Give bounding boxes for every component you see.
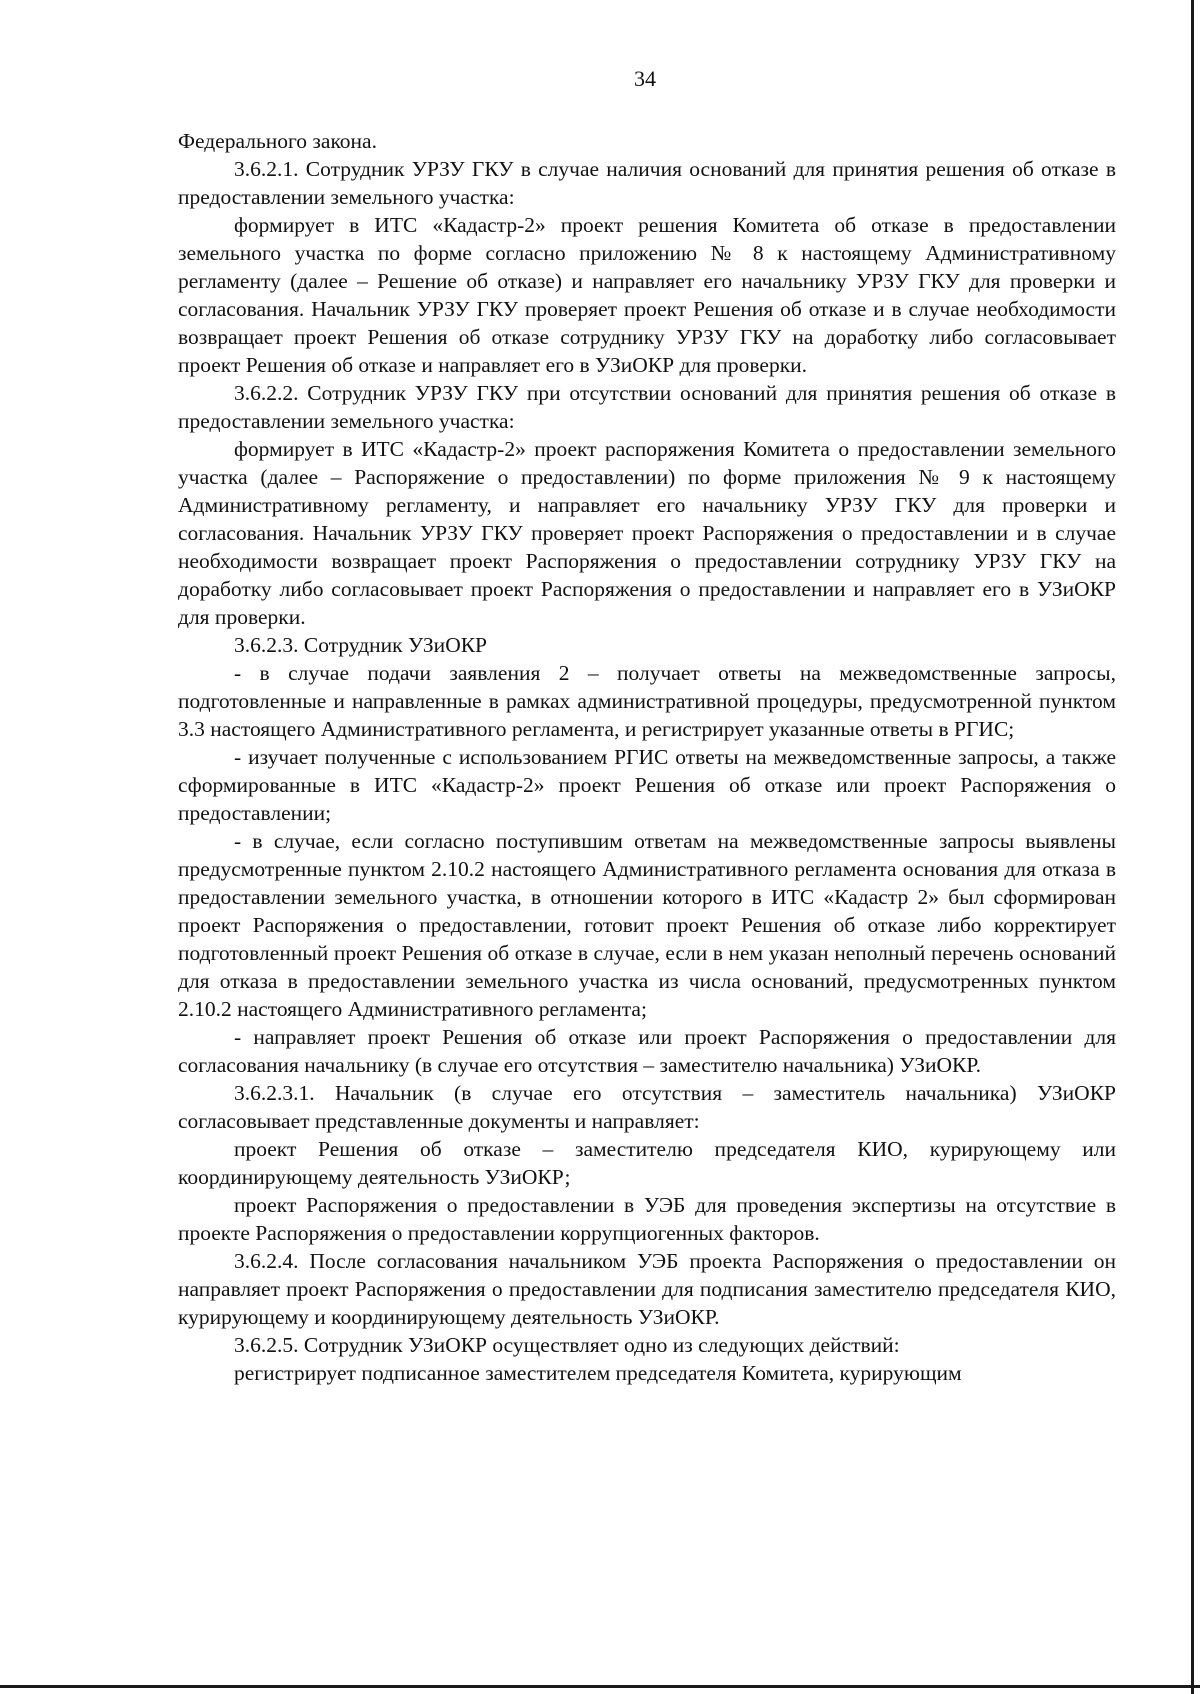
document-body [178,127,1116,1387]
paragraph: регистрирует подписанное заместителем председателя Комитета, курирующим [234,1361,962,1385]
paragraph: - в случае, если согласно поступившим ответам на межведомственные запросы выявлены предусмотренные пунктом 2.10.2 настоящего Административного регламента основания для отказа в предоставлении земельного участка, в отношении которого в ИТС «Кадастр 2» был сформирован проект Распоряжения о предоставлении, готовит проект Решения об отказе либо корректирует подготовленный проект Решения об отказе в случае, если в нем указан неполный перечень оснований для отказа в предоставлении земельного участка из числа оснований, предусмотренных пунктом 2.10.2 настоящего Административного регламента; [178,829,1116,1021]
paragraph: проект Распоряжения о предоставлении в УЭБ для проведения экспертизы на отсутствие в проекте Распоряжения о предоставлении коррупциогенных факторов. [178,1193,1116,1245]
paragraph: - в случае подачи заявления 2 – получает ответы на межведомственные запросы, подготовленные и направленные в рамках административной процедуры, предусмотренной пунктом 3.3 настоящего Административного регламента, и регистрирует указанные ответы в РГИС; [178,661,1116,741]
paragraph: 3.6.2.1. Сотрудник УРЗУ ГКУ в случае наличия оснований для принятия решения об отказе в предоставлении земельного участка: [178,157,1116,209]
paragraph: 3.6.2.2. Сотрудник УРЗУ ГКУ при отсутствии оснований для принятия решения об отказе в предоставлении земельного участка: [178,381,1116,433]
paragraph: 3.6.2.4. После согласования начальником УЭБ проекта Распоряжения о предоставлении он направляет проект Распоряжения о предоставлении для подписания заместителю председателя КИО, курирующему и координирующему деятельность УЗиОКР. [178,1249,1116,1329]
paragraph: 3.6.2.3.1. Начальник (в случае его отсутствия – заместитель начальника) УЗиОКР согласовывает представленные документы и направляет: [178,1081,1116,1133]
page-number: 34 [634,66,656,91]
scan-right-edge [1191,0,1194,1694]
paragraph: 3.6.2.3. Сотрудник УЗиОКР [234,633,488,657]
paragraph: - направляет проект Решения об отказе или проект Распоряжения о предоставлении для согласования начальнику (в случае его отсутствия – заместителю начальника) УЗиОКР. [178,1025,1116,1077]
paragraph: Федерального закона. [178,129,377,153]
scan-bottom-edge [0,1685,1200,1688]
paragraph: формирует в ИТС «Кадастр-2» проект решения Комитета об отказе в предоставлении земельного участка по форме согласно приложению № 8 к настоящему Административному регламенту (далее – Решение об отказе) и направляет его начальнику УРЗУ ГКУ для проверки и согласования. Начальник УРЗУ ГКУ проверяет проект Решения об отказе и в случае необходимости возвращает проект Решения об отказе сотруднику УРЗУ ГКУ на доработку либо согласовывает проект Решения об отказе и направляет его в УЗиОКР для проверки. [178,213,1116,377]
paragraph: формирует в ИТС «Кадастр-2» проект распоряжения Комитета о предоставлении земельного участка (далее – Распоряжение о предоставлении) по форме приложения № 9 к настоящему Административному регламенту, и направляет его начальнику УРЗУ ГКУ для проверки и согласования. Начальник УРЗУ ГКУ проверяет проект Распоряжения о предоставлении и в случае необходимости возвращает проект Распоряжения о предоставлении сотруднику УРЗУ ГКУ на доработку либо согласовывает проект Распоряжения о предоставлении и направляет его в УЗиОКР для проверки. [178,437,1116,629]
paragraph: проект Решения об отказе – заместителю председателя КИО, курирующему или координирующему деятельность УЗиОКР; [178,1137,1116,1189]
paragraph: - изучает полученные с использованием РГИС ответы на межведомственные запросы, а также сформированные в ИТС «Кадастр-2» проект Решения об отказе или проект Распоряжения о предоставлении; [178,745,1116,825]
paragraph: 3.6.2.5. Сотрудник УЗиОКР осуществляет одно из следующих действий: [234,1333,900,1357]
